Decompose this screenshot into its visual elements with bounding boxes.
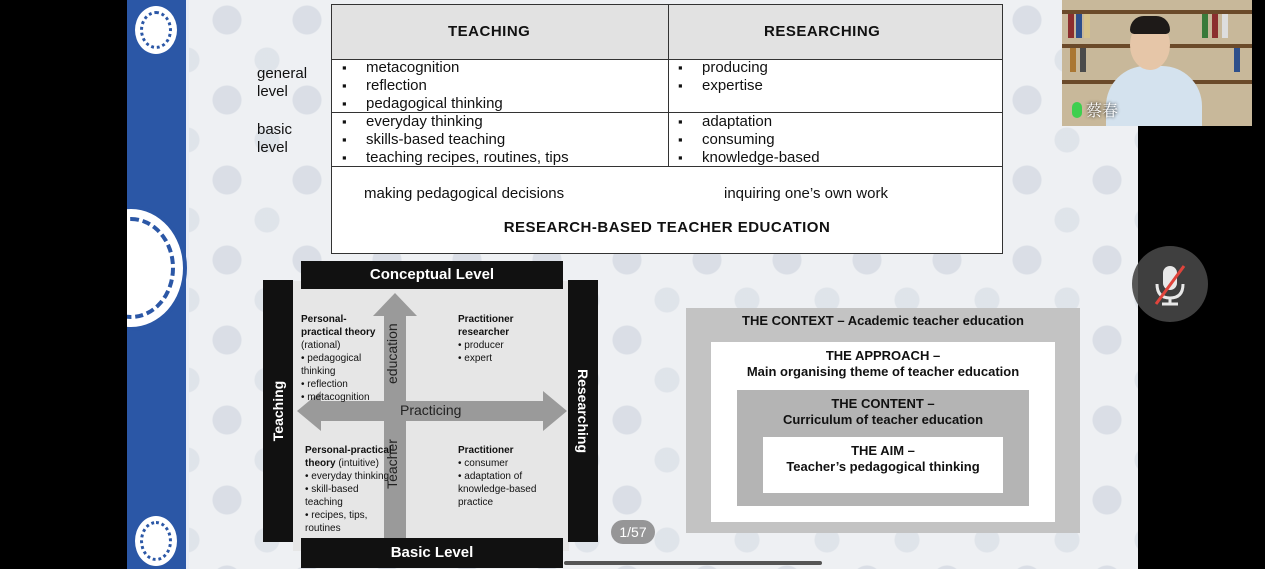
researching-bar — [568, 280, 598, 542]
row-label-general: general level — [257, 65, 308, 100]
context-label: THE CONTEXT – Academic teacher education — [742, 313, 1024, 328]
mic-muted-icon — [1132, 246, 1208, 322]
teaching-researching-table — [331, 4, 1003, 254]
approach-label: THE APPROACH – Main organising theme of teacher education — [746, 348, 1020, 379]
table-list-item: ▪ consuming — [668, 131, 820, 149]
cell-general-researching — [668, 59, 768, 95]
quadrant-practitioner: Practitioner • consumer • adaptation of knowledge-based practice — [458, 444, 558, 509]
aim-box — [763, 437, 1003, 493]
table-list-item: ▪ expertise — [668, 77, 768, 95]
teaching-label: Teaching — [270, 380, 286, 442]
diagram-bullet: • producer — [458, 340, 504, 351]
content-label: THE CONTENT – Curriculum of teacher education — [782, 396, 984, 427]
header-teaching: TEACHING — [448, 23, 531, 40]
teaching-bar — [263, 280, 293, 542]
quadrant-practitioner-researcher: Practitioner researcher • producer • expert — [458, 313, 528, 365]
participant-name: 蔡春 — [1072, 98, 1118, 121]
conceptual-level-label: Conceptual Level — [301, 261, 563, 289]
table-footer-title: RESEARCH-BASED TEACHER EDUCATION — [503, 219, 831, 236]
researching-label: Researching — [575, 368, 591, 454]
row-label-basic: basic level — [257, 121, 293, 156]
aim-label: THE AIM – Teacher’s pedagogical thinking — [786, 443, 980, 474]
page-indicator[interactable]: 1/57 — [611, 520, 655, 544]
table-list-item: ▪ pedagogical thinking — [332, 95, 503, 113]
table-list-item: ▪ knowledge-based — [668, 149, 820, 167]
teaching-researching-diagram — [263, 261, 599, 569]
diagram-bullet: • adaptation of knowledge-based practice — [458, 471, 537, 508]
diagram-bullet: • reflection — [301, 379, 348, 390]
inquiring-work-text: inquiring one’s own work — [724, 185, 888, 202]
cell-basic-researching — [668, 113, 820, 167]
table-list-item: ▪ metacognition — [332, 59, 503, 77]
mute-button[interactable] — [1132, 246, 1208, 322]
cell-general-teaching — [332, 59, 503, 113]
cell-basic-teaching — [332, 113, 569, 167]
table-list-item: ▪ producing — [668, 59, 768, 77]
basic-level-label: Basic Level — [301, 538, 563, 568]
teacher-label: Teacher — [384, 439, 400, 489]
porcelain-ornament-bottom — [133, 514, 179, 568]
header-researching: RESEARCHING — [764, 23, 881, 40]
diagram-bullet: • metacognition — [301, 392, 370, 403]
diagram-bullet: • consumer — [458, 458, 509, 469]
pedagogical-decisions-text: making pedagogical decisions — [364, 185, 565, 202]
presentation-slide — [127, 0, 1138, 569]
mic-active-icon — [1072, 102, 1082, 118]
table-list-item: ▪ adaptation — [668, 113, 820, 131]
table-list-item: ▪ reflection — [332, 77, 503, 95]
diagram-bullet: • skill-based teaching — [305, 484, 359, 508]
practicing-label: Practicing — [400, 402, 462, 418]
slide-progress-bar[interactable] — [564, 561, 822, 565]
education-label: education — [384, 323, 400, 384]
porcelain-ornament-top — [133, 4, 179, 56]
quadrant-personal-rational: Personal-practical theory (rational) • pedagogical thinking • reflection • metacognition — [301, 313, 381, 404]
table-list-item: ▪ skills-based teaching — [332, 131, 569, 149]
quadrant-personal-intuitive: Personal-practical theory (intuitive) • everyday thinking • skill-based teaching • recipes, tips, routines — [305, 444, 395, 535]
diagram-bullet: • recipes, tips, routines — [305, 510, 368, 534]
table-list-item: ▪ everyday thinking — [332, 113, 569, 131]
diagram-bullet: • pedagogical thinking — [301, 353, 362, 377]
table-list-item: ▪ teaching recipes, routines, tips — [332, 149, 569, 167]
participant-video-tile[interactable] — [1062, 0, 1252, 126]
diagram-bullet: • expert — [458, 353, 493, 364]
diagram-bullet: • everyday thinking — [305, 471, 390, 482]
